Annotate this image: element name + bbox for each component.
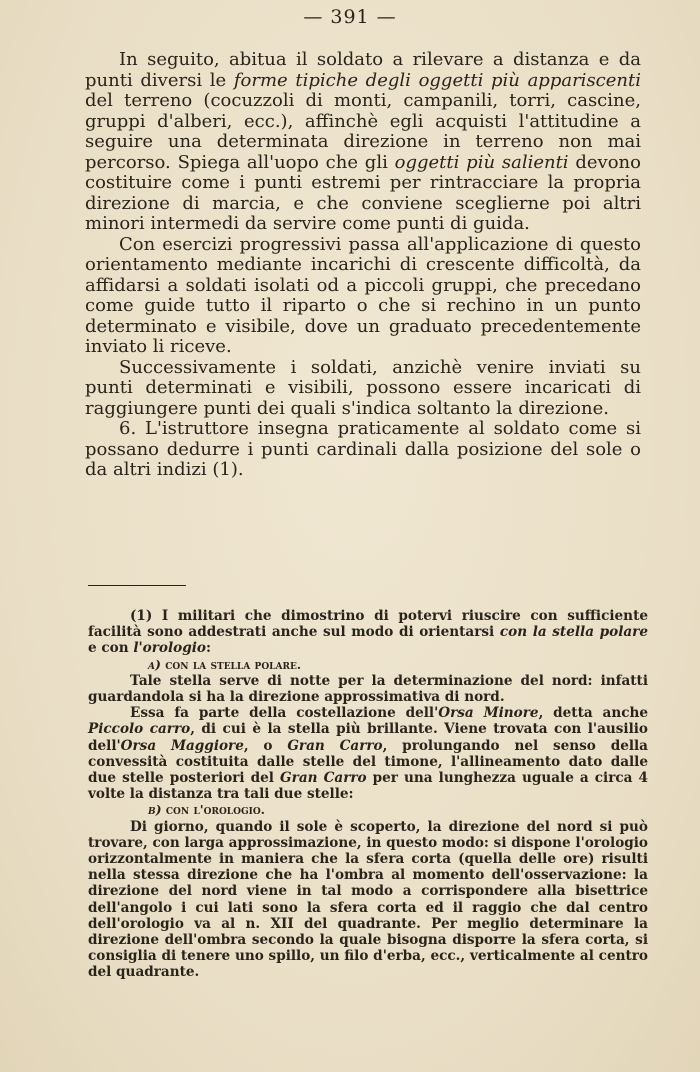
italic-run: Piccolo carro xyxy=(88,721,191,738)
text-run: , detta anche xyxy=(538,705,649,722)
italic-run: oggetti più salienti xyxy=(394,151,569,173)
text-run: , o xyxy=(243,737,288,754)
text-run: Di giorno, quando il sole è scoperto, la direzione del nord si può trovare, con larga approssimazione, in questo modo: si dispone l'orologio orizzontalmente in maniera che la sfera corta (quella delle ore) risulti nella stessa direzione che ha l'ombra al momento dell'osservazione: la direzione del nord viene in tal modo a corrispondere alla bisettrice dell'angolo i cui lati sono la sfera corta ed il raggio che dal centro dell'orologio va al n. XII del quadrante. Per meglio determinare la direzione dell'ombra secondo la quale bisogna disporre la sfera corta, si consiglia di tenere uno spillo, un filo d'erba, ecc., verticalmente al centro del quadrante. xyxy=(88,818,648,981)
text-run: 6. L'istruttore insegna praticamente al soldato come si possano dedurre i punti cardinali dalla posizione del sole o da altri indizi (1). xyxy=(85,418,641,480)
text-run: del terreno (cocuzzoli di monti, campanili, torri, cascine, gruppi d'alberi, ecc.), affinchè egli acquisti l'attitudine a seguire una determinata direzione in terreno non mai percorso. Spiega all'uopo che gli xyxy=(85,90,641,173)
text-run: e con xyxy=(88,640,134,657)
italic-run: l'orologio xyxy=(133,640,206,657)
text-run: con la stella polare. xyxy=(160,656,302,672)
text-run: , di cui è la stella più brillante. Viene trovata con l'ausilio dell' xyxy=(88,721,648,754)
text-run: (1) I militari che dimostrino di potervi riuscire con sufficiente facilità sono addestrati anche sul modo di orientarsi xyxy=(88,608,648,641)
text-run: , prolungando nel senso della convessità costituita dalle stelle del timone, l'allineamento dato dalle due stelle posteriori del xyxy=(88,737,648,787)
italic-run: a) xyxy=(148,656,161,672)
footnote-subheading xyxy=(88,657,648,673)
text-run: : xyxy=(205,640,211,657)
italic-run: con la stella polare xyxy=(499,624,648,641)
italic-run: b) xyxy=(148,802,162,818)
text-run: In seguito, abitua il soldato a rilevare a distanza e da punti diversi le xyxy=(85,49,641,91)
italic-run: forme tipiche degli oggetti più appariscenti xyxy=(233,69,641,91)
page-number: — 391 — xyxy=(303,6,397,28)
text-run: per una lunghezza uguale a circa 4 volte la distanza tra tali due stelle: xyxy=(88,770,648,803)
footnote-separator xyxy=(88,585,186,586)
footnote-paragraph xyxy=(88,705,648,802)
body-paragraph xyxy=(85,50,641,235)
main-text xyxy=(85,50,641,481)
body-paragraph xyxy=(85,358,641,420)
text-run: Successivamente i soldati, anzichè venire inviati su punti determinati e visibili, possono essere incaricati di raggiungere punti dei quali s'indica soltanto la direzione. xyxy=(85,356,641,419)
text-run: con l'orologio. xyxy=(161,802,266,818)
italic-run: Orsa Maggiore xyxy=(120,737,244,754)
footnote-paragraph xyxy=(88,819,648,981)
italic-run: Gran Carro xyxy=(280,770,367,787)
text-run: Tale stella serve di notte per la determinazione del nord: infatti guardandola si ha la direzione approssimativa di nord. xyxy=(88,672,648,706)
footnote xyxy=(88,608,648,981)
footnote-subheading xyxy=(88,802,648,818)
footnote-paragraph xyxy=(88,608,648,657)
footnote-paragraph xyxy=(88,673,648,705)
italic-run: Orsa Minore xyxy=(438,705,539,722)
body-paragraph xyxy=(85,235,641,358)
body-paragraph xyxy=(85,419,641,481)
text-run: Essa fa parte della costellazione dell' xyxy=(130,705,439,722)
text-run: devono costituire come i punti estremi per rintracciare la propria direzione di marcia, e che conviene sceglierne poi altri minori intermedi da servire come punti di guida. xyxy=(85,151,641,234)
italic-run: Gran Carro xyxy=(287,737,383,754)
text-run: Con esercizi progressivi passa all'applicazione di questo orientamento mediante incarichi di crescente difficoltà, da affidarsi a soldati isolati od a piccoli gruppi, che precedano come guide tutto il riparto o che si rechino in un punto determinato e visibile, dove un graduato precedentemente inviato li riceve. xyxy=(85,233,641,357)
